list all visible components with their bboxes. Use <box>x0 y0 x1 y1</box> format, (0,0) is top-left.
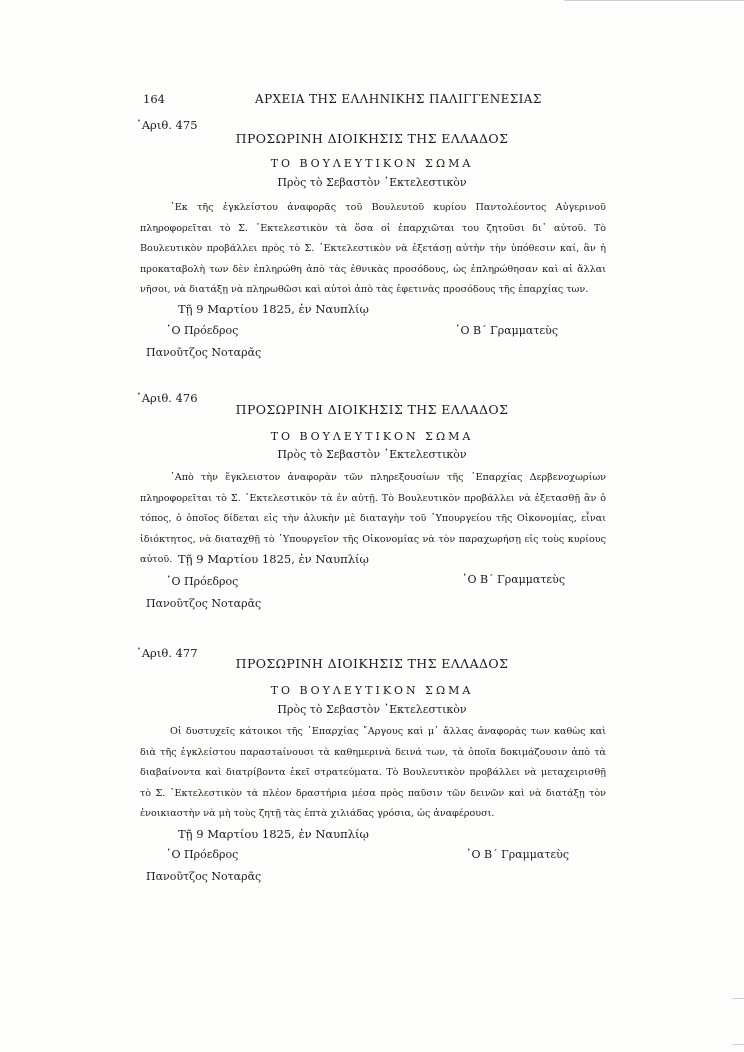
document-text: ᾿Απὸ τὴν ἔγκλειστον ἀναφορὰν τῶν πληρεξουσίων τῆς ᾿Επαρχίας Δερβενοχωρίων πληροφορεῖται τὸ Σ. ᾿Εκτελεστικὸν τὰ ἐν αὐτῇ. Τὸ Βουλευτικὸν προβάλλει νὰ ἐξετασθῇ ἂν ὁ τόπος, ὁ ὁποῖος δίδεται εἰς τὴν ἀλυκὴν μὲ διαταγὴν τοῦ ῾Υπουργείου τῆς Οἰκονομίας, εἶναι ἰδιόκτητος, νὰ διαταχθῇ τὸ ῾Υπουργεῖον τῆς Οἰκονομίας νὰ τὸν παραχωρήσῃ εἰς τοὺς κυρίους αὐτοῦ. <box>140 472 606 565</box>
scan-edge-mark <box>732 1044 744 1045</box>
page-number: 164 <box>143 92 165 106</box>
document-date: Τῇ 9 Μαρτίου 1825, ἐν Ναυπλίῳ <box>178 302 369 316</box>
scan-edge-line <box>564 0 744 1</box>
president-title: ῾Ο Πρόεδρος <box>166 575 239 588</box>
document-number: ᾿Αριθ. 476 <box>136 391 198 405</box>
president-title: ῾Ο Πρόεδρος <box>166 848 239 861</box>
document-heading: ΠΡΟΣΩΡΙΝΗ ΔΙΟΙΚΗΣΙΣ ΤΗΣ ΕΛΛΑΔΟΣ <box>235 402 509 417</box>
document-date: Τῇ 9 Μαρτίου 1825, ἐν Ναυπλίῳ <box>178 827 369 841</box>
addressee-line: Πρὸς τὸ Σεβαστὸν ᾿Εκτελεστικὸν <box>277 703 467 716</box>
secretary-title: ῾Ο Β΄ Γραμματεὺς <box>455 324 558 337</box>
document-text: Οἱ δυστυχεῖς κάτοικοι τῆς ᾿Επαρχίας ῎Αργους καὶ μ᾿ ἄλλας ἀναφορὰς των καθὼς καὶ διὰ τῆς ἐγκλείστου παραστaίνουσι τὰ καθημερινὰ δεινά των, τὰ ὁποῖα δοκιμάζουσιν ἀπὸ τὰ διαβαίνοντα καὶ διατρίβοντα ἐκεῖ στρατεύματα. Τὸ Βουλευτικὸν προβάλλει νὰ μεταχειρισθῇ τὸ Σ. ᾿Εκτελεστικὸν τὰ πλέον δραστήρια μέσα πρὸς παῦσιν τῶν δεινῶν καὶ νὰ διατάξῃ τὸν ἐνοικιαστὴν νὰ μὴ τοὺς ζητῇ τὰς ἑπτὰ χιλιάδας γρόσια, ὡς ἀναφέρουσι. <box>140 726 606 819</box>
document-heading: ΠΡΟΣΩΡΙΝΗ ΔΙΟΙΚΗΣΙΣ ΤΗΣ ΕΛΛΑΔΟΣ <box>235 656 509 671</box>
addressee-line: Πρὸς τὸ Σεβαστὸν ᾿Εκτελεστικὸν <box>277 176 467 189</box>
secretary-title: ῾Ο Β΄ Γραμματεὺς <box>466 848 569 861</box>
president-name: Πανοῦτζος Νοταρᾶς <box>146 870 262 883</box>
document-heading: ΠΡΟΣΩΡΙΝΗ ΔΙΟΙΚΗΣΙΣ ΤΗΣ ΕΛΛΑΔΟΣ <box>235 131 509 146</box>
president-title: ῾Ο Πρόεδρος <box>166 324 239 337</box>
issuing-body-title: ΤΟ ΒΟΥΛΕΥΤΙΚΟΝ ΣΩΜΑ <box>270 684 474 697</box>
president-name: Πανοῦτζος Νοταρᾶς <box>146 346 262 359</box>
document-number: ᾿Αριθ. 475 <box>136 118 198 132</box>
running-head: ΑΡΧΕΙΑ ΤΗΣ ΕΛΛΗΝΙΚΗΣ ΠΑΛΙΓΓΕΝΕΣΙΑΣ <box>255 92 542 106</box>
scan-edge-mark <box>732 998 744 999</box>
president-name: Πανοῦτζος Νοταρᾶς <box>146 597 262 610</box>
issuing-body-title: ΤΟ ΒΟΥΛΕΥΤΙΚΟΝ ΣΩΜΑ <box>270 157 474 170</box>
document-date: Τῇ 9 Μαρτίου 1825, ἐν Ναυπλίῳ <box>178 552 369 566</box>
document-number: ᾿Αριθ. 477 <box>136 646 198 660</box>
document-text: ᾿Εκ τῆς ἐγκλείστου ἀναφορᾶς τοῦ Βουλευτοῦ κυρίου Παντολέοντος Αὐγερινοῦ πληροφορεῖται τὸ Σ. ᾿Εκτελεστικὸν τὰ ὅσα οἱ ἐπαρχιῶται του ζητοῦσι δι᾿ αὐτοῦ. Τὸ Βουλευτικὸν προβάλλει πρὸς τὸ Σ. ᾿Εκτελεστικὸν νὰ ἐξετάσῃ αὐτὴν τὴν ὑπόθεσιν καί, ἂν ἡ προκαταβολὴ των δὲν ἐπληρώθη ἀπὸ τὰς ἐθνικὰς προσόδους, ὡς ἐπληρώθησαν καὶ αἱ ἄλλαι νῆσοι, νὰ διατάξῃ νὰ πληρωθῶσι καὶ αὐτοὶ ἀπὸ τὰς ἐφετινὰς προσόδους τῆς ἐπαρχίας των. <box>140 202 606 295</box>
secretary-title: ῾Ο Β΄ Γραμματεὺς <box>462 573 565 586</box>
issuing-body-title: ΤΟ ΒΟΥΛΕΥΤΙΚΟΝ ΣΩΜΑ <box>270 430 474 443</box>
addressee-line: Πρὸς τὸ Σεβαστὸν ᾿Εκτελεστικὸν <box>277 448 467 461</box>
